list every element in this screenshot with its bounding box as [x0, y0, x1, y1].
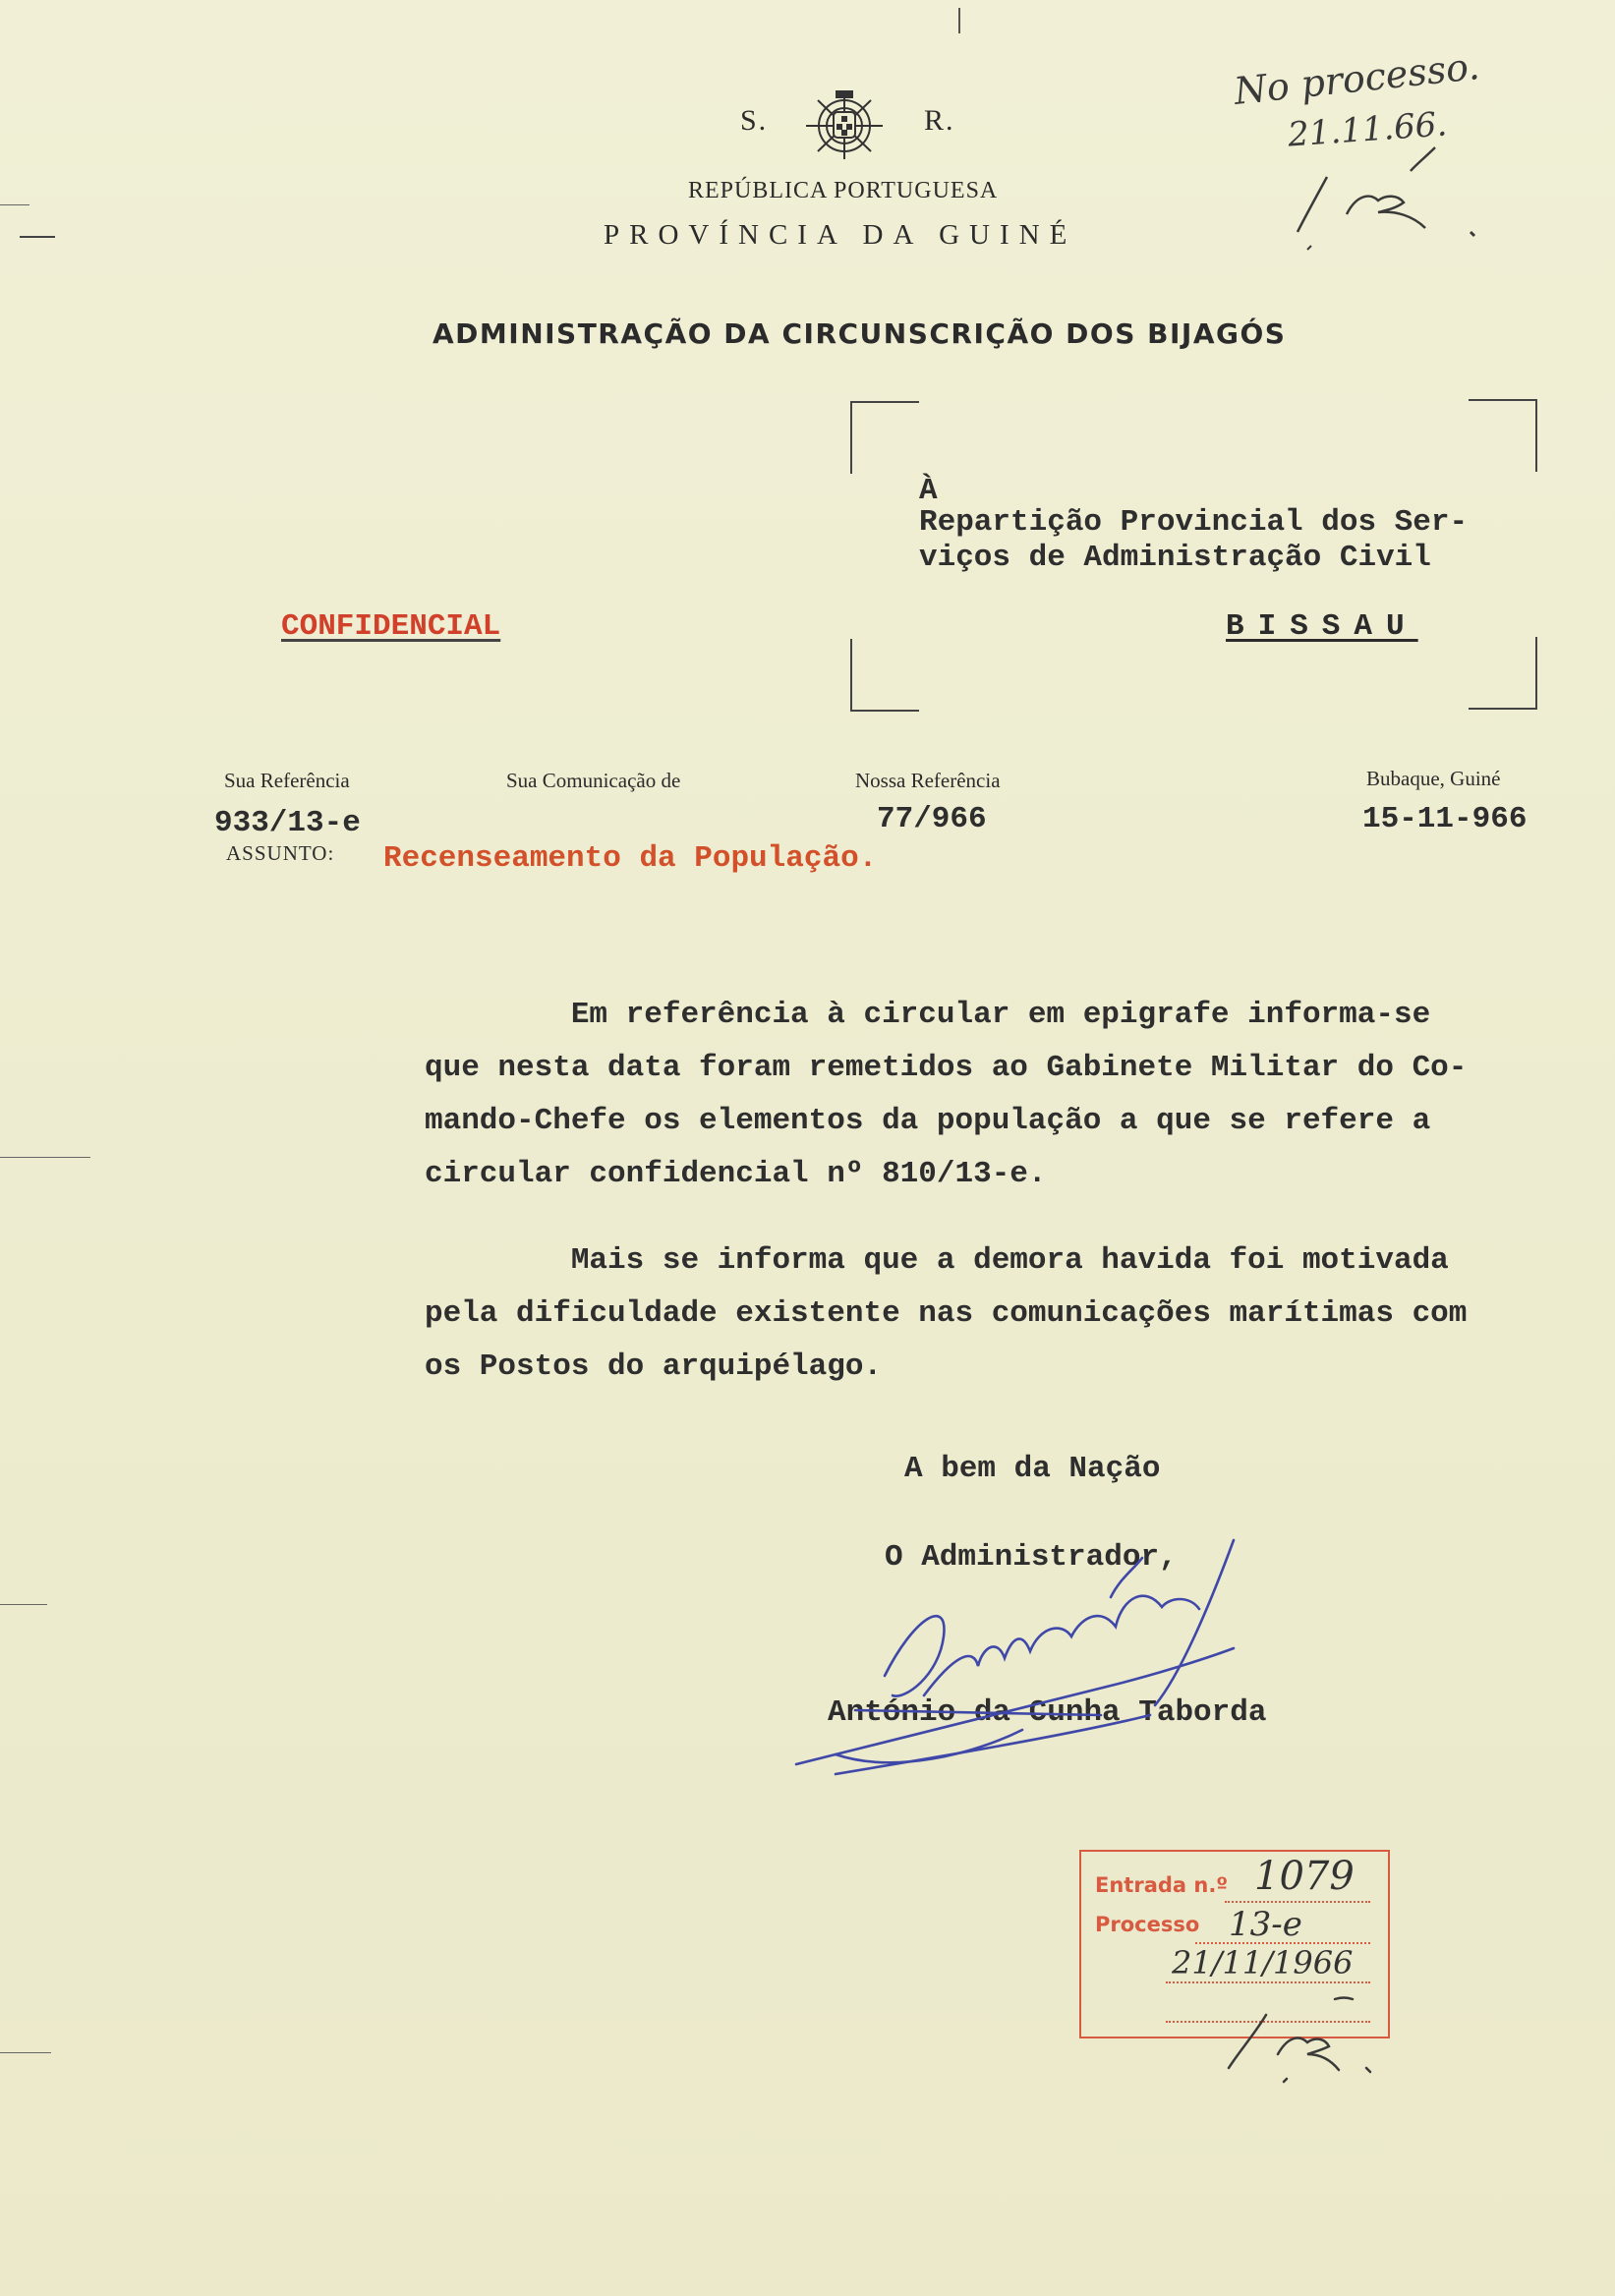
- address-corner-top-right: [1469, 399, 1537, 472]
- handwritten-note-line1: No processo.: [1232, 44, 1482, 113]
- closing-salutation: A bem da Nação: [904, 1452, 1161, 1486]
- body-line: pela dificuldade existente nas comunicações marítimas com: [425, 1296, 1468, 1331]
- sua-referencia-value: 933/13-e: [214, 806, 361, 840]
- body-paragraph-2: [425, 1234, 1467, 1394]
- place-label: Bubaque, Guiné: [1366, 767, 1501, 790]
- recipient-line1: Repartição Provincial dos Ser-: [919, 505, 1469, 540]
- margin-mark: [20, 236, 55, 238]
- address-corner-top-left: [850, 401, 919, 474]
- stamp-entrada-value: 1079: [1254, 1854, 1355, 1899]
- republic-title: REPÚBLICA PORTUGUESA: [688, 178, 999, 203]
- stamp-entrada-label: Entrada n.º: [1095, 1873, 1229, 1897]
- stamp-date-line: [1166, 1981, 1370, 1983]
- recipient-prefix: À: [919, 474, 938, 508]
- body-paragraph-1: [425, 989, 1467, 1201]
- classification-label: CONFIDENCIAL: [281, 609, 501, 644]
- subject-label: ASSUNTO:: [226, 841, 335, 865]
- header-r-letter: R.: [924, 104, 955, 137]
- stamp-processo-value: 13-e: [1229, 1905, 1302, 1944]
- address-corner-bottom-left: [850, 639, 919, 712]
- top-mark: [958, 8, 960, 33]
- signatory-name: António da Cunha Taborda: [828, 1695, 1267, 1730]
- signature-icon: [777, 1528, 1258, 1794]
- body-line: circular confidencial nº 810/13-e.: [425, 1157, 1047, 1191]
- subject-value: Recenseamento da População.: [383, 841, 878, 876]
- stamp-entrada-line: [1225, 1901, 1370, 1903]
- recipient-city: BISSAU: [1226, 609, 1418, 644]
- margin-mark: [0, 204, 29, 205]
- header-s-letter: S.: [740, 104, 769, 137]
- handwritten-initials-icon: [1288, 138, 1484, 256]
- handwritten-note-line2: 21.11.66.: [1286, 104, 1449, 155]
- margin-mark: [0, 2052, 51, 2053]
- body-line: Mais se informa que a demora havida foi motivada: [425, 1243, 1449, 1278]
- stamp-initials-icon: [1219, 1985, 1386, 2084]
- province-title: PROVÍNCIA DA GUINÉ: [604, 219, 1077, 251]
- body-line: Em referência à circular em epigrafe informa-se: [425, 998, 1431, 1032]
- coat-of-arms-icon: [798, 86, 891, 163]
- stamp-date-value: 21/11/1966: [1172, 1944, 1354, 1981]
- stamp-processo-label: Processo: [1095, 1913, 1200, 1936]
- administration-title: ADMINISTRAÇÃO DA CIRCUNSCRIÇÃO DOS BIJAGÓS: [433, 317, 1287, 350]
- body-line: mando-Chefe os elementos da população a que se refere a: [425, 1104, 1431, 1138]
- recipient-line2: viços de Administração Civil: [919, 541, 1431, 575]
- nossa-referencia-value: 77/966: [877, 802, 987, 836]
- date-value: 15-11-966: [1362, 802, 1528, 836]
- body-line: que nesta data foram remetidos ao Gabinete Militar do Co-: [425, 1051, 1468, 1085]
- body-line: os Postos do arquipélago.: [425, 1349, 883, 1384]
- margin-mark: [0, 1157, 90, 1158]
- closing-title: O Administrador,: [885, 1540, 1178, 1575]
- margin-mark: [0, 1604, 47, 1605]
- nossa-referencia-label: Nossa Referência: [855, 769, 1001, 792]
- sua-comunicacao-label: Sua Comunicação de: [506, 769, 681, 792]
- address-corner-bottom-right: [1469, 637, 1537, 710]
- sua-referencia-label: Sua Referência: [224, 769, 350, 792]
